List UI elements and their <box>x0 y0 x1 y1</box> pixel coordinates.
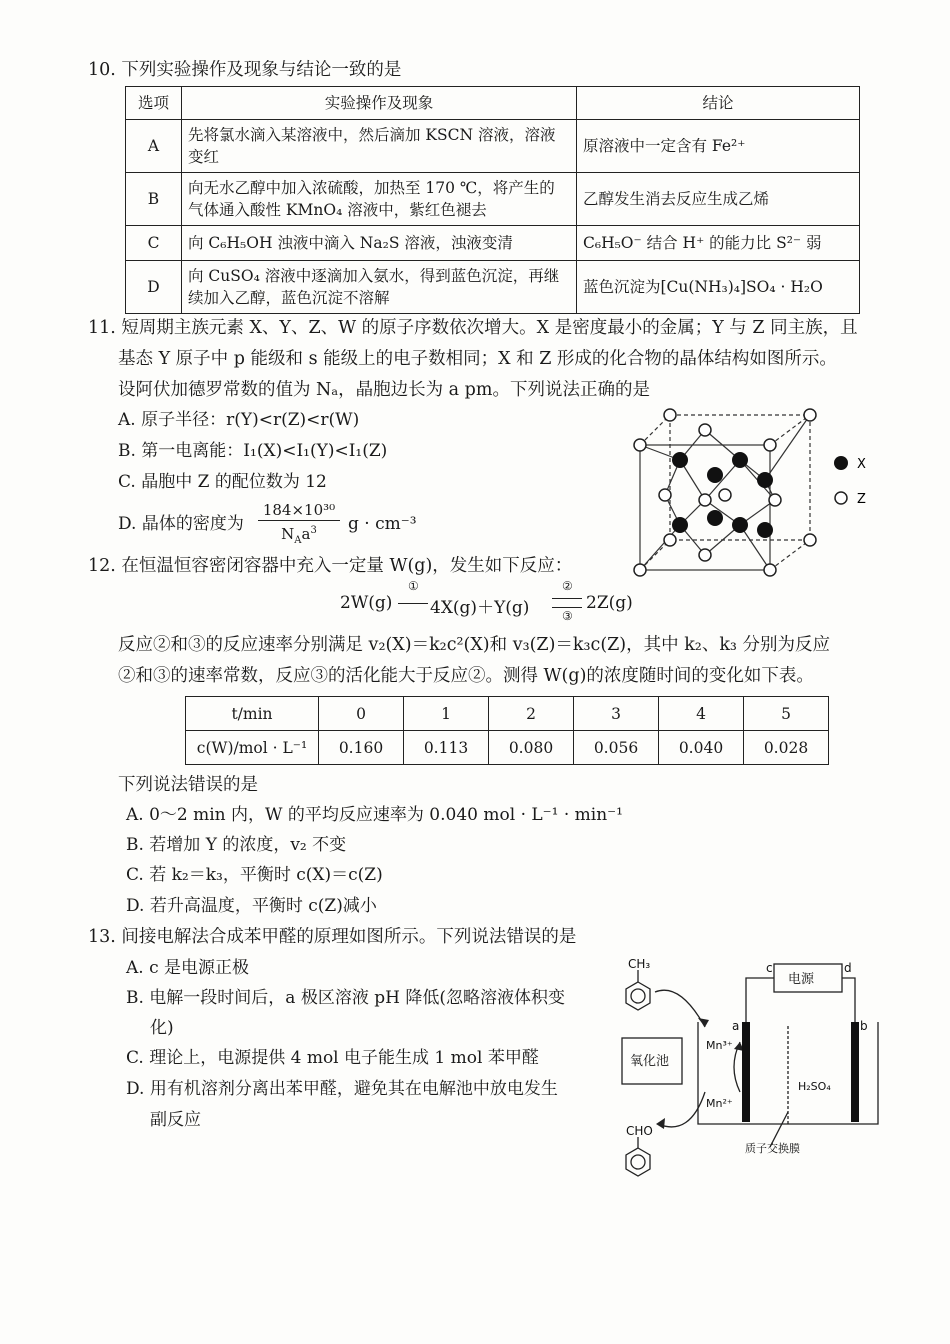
q10-header-conclusion: 结论 <box>577 87 860 120</box>
eq-arrow-2 <box>552 598 582 599</box>
x-atom <box>757 522 773 538</box>
q12-time: 0 <box>319 697 404 731</box>
q10-row-label: B <box>126 173 182 226</box>
q11-line3: 设阿伏加德罗常数的值为 Nₐ，晶胞边长为 a pm。下列说法正确的是 <box>118 380 650 400</box>
q10-op-line: 变红 <box>188 148 220 166</box>
q12-conc: 0.160 <box>319 731 404 765</box>
q11-line1: 11. 短周期主族元素 X、Y、Z、W 的原子序数依次增大。X 是密度最小的金属；Y 与 Z 同主族，且 <box>88 318 858 338</box>
q11-option-b: B. 第一电离能：I₁(X)<I₁(Y)<I₁(Z) <box>118 441 388 461</box>
electrode-b <box>851 1022 859 1122</box>
eq-arrow-1 <box>398 603 428 604</box>
fig-mn2-label: Mn²⁺ <box>706 1097 733 1110</box>
q10-stem: 10. 下列实验操作及现象与结论一致的是 <box>88 60 402 80</box>
z-atom <box>764 439 776 451</box>
q10-table <box>125 86 860 314</box>
z-atom <box>699 424 711 436</box>
q10-row-b <box>126 173 860 226</box>
q11-option-c: C. 晶胞中 Z 的配位数为 12 <box>118 472 327 492</box>
q13-option-b: B. 电解一段时间后，a 极区溶液 pH 降低(忽略溶液体积变 <box>126 988 565 1008</box>
z-atom <box>659 489 671 501</box>
z-atom <box>634 564 646 576</box>
fig-oxidation-label: 氧化池 <box>630 1054 670 1069</box>
q13-option-b-cont: 化) <box>150 1018 174 1038</box>
z-atom <box>699 494 711 506</box>
eq-mark: ③ <box>562 609 573 623</box>
q10-table-header <box>126 87 860 120</box>
fig-c-label: c <box>766 961 773 975</box>
q10-row-operation <box>182 261 577 314</box>
q12-equation <box>340 579 660 623</box>
fig-mn3-label: Mn³⁺ <box>706 1039 733 1052</box>
x-atom <box>707 510 723 526</box>
q13-option-d: D. 用有机溶剂分离出苯甲醛，避免其在电解池中放电发生 <box>126 1079 558 1099</box>
z-atom <box>804 409 816 421</box>
q10-op-line: 向 CuSO₄ 溶液中逐滴加入氨水，得到蓝色沉淀，再继 <box>188 267 560 285</box>
q12-time: 4 <box>659 697 744 731</box>
q12-conc: 0.113 <box>404 731 489 765</box>
q10-header-operation: 实验操作及现象 <box>182 87 577 120</box>
q12-ask: 下列说法错误的是 <box>118 775 258 795</box>
q13-option-a: A. c 是电源正极 <box>126 958 250 978</box>
q12-option-b: B. 若增加 Y 的浓度，v₂ 不变 <box>126 835 347 855</box>
q10-row-conclusion: 原溶液中一定含有 Fe²⁺ <box>577 120 860 173</box>
q10-row-label: C <box>126 226 182 261</box>
x-atom <box>672 517 688 533</box>
q10-row-operation: 向 C₆H₅OH 浊液中滴入 Na₂S 溶液，浊液变清 <box>182 226 577 261</box>
q12-line1: 12. 在恒温恒容密闭容器中充入一定量 W(g)，发生如下反应： <box>88 556 573 576</box>
eq-reactant: 2W(g) <box>340 593 393 613</box>
x-atom <box>672 452 688 468</box>
z-atom <box>634 439 646 451</box>
q12-time-header: t/min <box>186 697 319 731</box>
q12-time: 1 <box>404 697 489 731</box>
z-atom <box>664 534 676 546</box>
q12-option-a: A. 0～2 min 内，W 的平均反应速率为 0.040 mol · L⁻¹ · min⁻¹ <box>126 805 623 825</box>
q12-conc: 0.080 <box>489 731 574 765</box>
q11-line2: 基态 Y 原子中 p 能级和 s 能级上的电子数相同；X 和 Z 形成的化合物的晶体结构如图所示。 <box>118 349 837 369</box>
q10-row-label: A <box>126 120 182 173</box>
q11-option-d <box>118 512 244 536</box>
z-atom <box>699 549 711 561</box>
q12-line2: 反应②和③的反应速率分别满足 v₂(X)＝k₂c²(X)和 v₃(Z)＝k₃c(Z)，其中 k₂、k₃ 分别为反应 <box>118 635 831 655</box>
eq-product: 2Z(g) <box>586 593 633 613</box>
q10-row-a <box>126 120 860 173</box>
eq-intermediate: 4X(g)＋Y(g) <box>430 598 530 618</box>
q10-op-line: 气体通入酸性 KMnO₄ 溶液中，紫红色褪去 <box>188 201 487 219</box>
electrode-a <box>742 1022 750 1122</box>
q12-time: 2 <box>489 697 574 731</box>
q11-option-a: A. 原子半径：r(Y)<r(Z)<r(W) <box>118 410 360 430</box>
q10-row-operation <box>182 173 577 226</box>
x-atom <box>732 452 748 468</box>
q10-row-conclusion: 乙醇发生消去反应生成乙烯 <box>577 173 860 226</box>
arrow-head <box>656 1118 665 1129</box>
z-atom <box>764 564 776 576</box>
q10-row-conclusion: C₆H₅O⁻ 结合 H⁺ 的能力比 S²⁻ 弱 <box>577 226 860 261</box>
fig-membrane-label: 质子交换膜 <box>745 1142 800 1155</box>
crystal-cell-figure <box>625 400 885 580</box>
q12-conc: 0.028 <box>744 731 829 765</box>
fig-power-label: 电源 <box>788 972 815 987</box>
fig-d-label: d <box>844 961 852 975</box>
q10-row-label: D <box>126 261 182 314</box>
q12-conc-header: c(W)/mol · L⁻¹ <box>186 731 319 765</box>
q11-d-numerator: 184×10³⁰ <box>258 500 340 521</box>
q12-table-time-row <box>186 697 829 731</box>
z-atom <box>769 494 781 506</box>
fig-b-label: b <box>860 1019 868 1033</box>
eq-mark: ① <box>408 579 419 593</box>
q10-header-option: 选项 <box>126 87 182 120</box>
fig-h2so4-label: H₂SO₄ <box>798 1080 831 1093</box>
q11-d-prefix: D. 晶体的密度为 <box>118 514 244 534</box>
z-atom <box>719 489 731 501</box>
x-atom <box>757 472 773 488</box>
electrolysis-figure <box>610 952 890 1184</box>
legend-z-label: Z <box>857 492 866 507</box>
x-atom <box>707 467 723 483</box>
q12-time: 5 <box>744 697 829 731</box>
fig-a-label: a <box>732 1019 740 1033</box>
benzaldehyde-ring-icon <box>626 1148 650 1176</box>
z-atom <box>664 409 676 421</box>
toluene-ring-icon <box>626 982 650 1010</box>
q12-line3: ②和③的速率常数，反应③的活化能大于反应②。测得 W(g)的浓度随时间的变化如下表。 <box>118 666 814 686</box>
fig-ch3-label: CH₃ <box>628 957 651 971</box>
q12-time: 3 <box>574 697 659 731</box>
q12-option-d: D. 若升高温度，平衡时 c(Z)减小 <box>126 896 377 916</box>
q10-row-operation <box>182 120 577 173</box>
q13-option-d-cont: 副反应 <box>150 1110 201 1130</box>
legend-x-label: X <box>857 457 866 472</box>
q10-row-c <box>126 226 860 261</box>
q12-table-conc-row <box>186 731 829 765</box>
q12-option-c: C. 若 k₂＝k₃，平衡时 c(X)＝c(Z) <box>126 865 383 885</box>
eq-mark: ② <box>562 579 573 593</box>
legend-z-marker <box>835 492 847 504</box>
q10-op-line: 续加入乙醇，蓝色沉淀不溶解 <box>188 289 390 307</box>
q12-conc: 0.040 <box>659 731 744 765</box>
fig-cho-label: CHO <box>626 1124 653 1138</box>
eq-arrow-3 <box>552 607 582 608</box>
q12-table <box>185 696 829 765</box>
legend-x-marker <box>834 456 848 470</box>
q10-op-line: 先将氯水滴入某溶液中，然后滴加 KSCN 溶液，溶液 <box>188 126 556 144</box>
q13-option-c: C. 理论上，电源提供 4 mol 电子能生成 1 mol 苯甲醛 <box>126 1048 539 1068</box>
x-atom <box>732 517 748 533</box>
z-atom <box>804 534 816 546</box>
q10-row-d <box>126 261 860 314</box>
q11-d-unit: g · cm⁻³ <box>348 514 417 534</box>
q10-op-line: 向无水乙醇中加入浓硫酸，加热至 170 ℃，将产生的 <box>188 179 555 197</box>
q12-conc: 0.056 <box>574 731 659 765</box>
q10-row-conclusion: 蓝色沉淀为[Cu(NH₃)₄]SO₄ · H₂O <box>577 261 860 314</box>
q11-d-fraction <box>258 500 340 551</box>
q13-stem: 13. 间接电解法合成苯甲醛的原理如图所示。下列说法错误的是 <box>88 927 577 947</box>
q11-d-denominator: $N_Aa^3$ <box>281 525 317 546</box>
